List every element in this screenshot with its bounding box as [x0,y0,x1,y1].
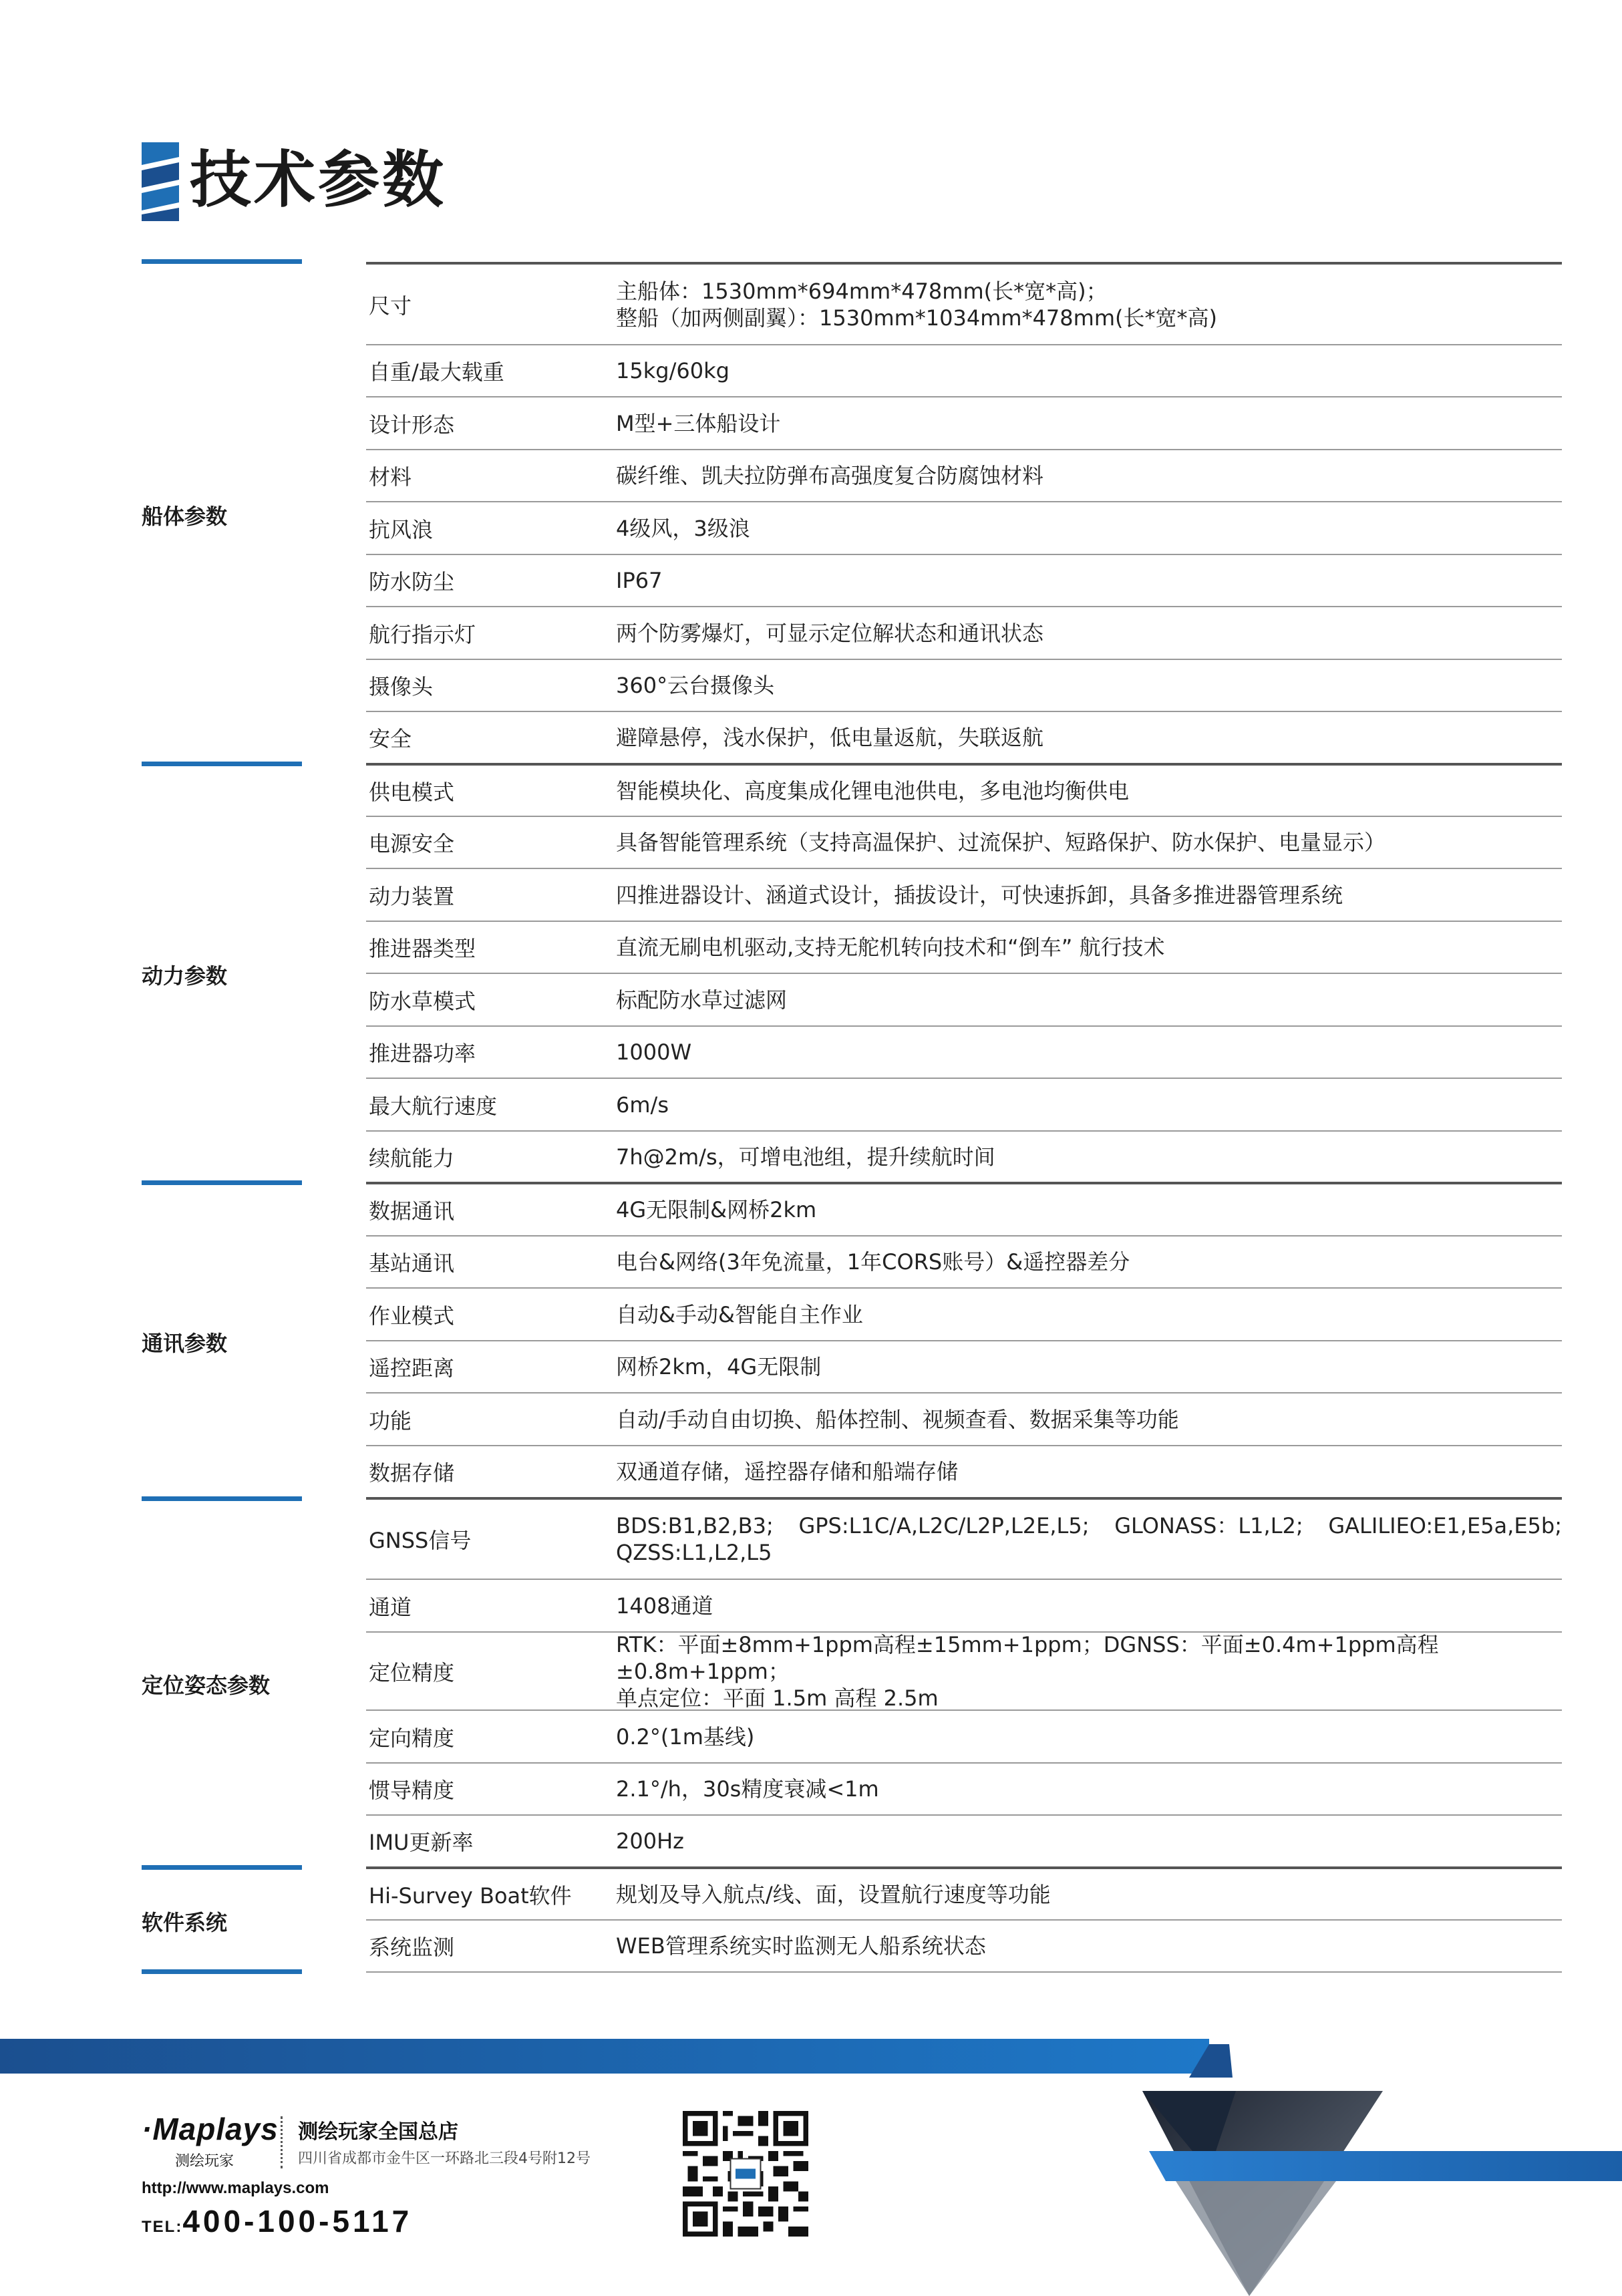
param-value-part: BDS:B1,B2,B3; [616,1513,774,1538]
param-name: 推进器功率 [369,1041,476,1066]
param-value-part: GPS:L1C/A,L2C/L2P,L2E,L5; [798,1513,1090,1538]
param-name: 遥控距离 [369,1355,455,1381]
param-name: IMU更新率 [369,1830,474,1855]
param-name: 安全 [369,726,412,752]
corner-decoration [1136,2044,1622,2296]
param-value: 智能模块化、高度集成化锂电池供电，多电池均衡供电 [616,778,1130,804]
table-row [366,1711,1562,1762]
brand-logo: ·Maplays [142,2112,279,2146]
table-row [366,660,1562,711]
table-row [366,1237,1562,1287]
param-name: 系统监测 [369,1935,455,1960]
param-value: 碳纤维、凯夫拉防弹布高强度复合防腐蚀材料 [616,463,1044,488]
footer-band [0,2039,1209,2074]
table-row [366,869,1562,921]
param-value: M型+三体船设计 [616,410,781,436]
table-row [366,712,1562,763]
table-row [366,1580,1562,1631]
section-label-comm: 通讯参数 [142,1331,228,1356]
param-value: IP67 [616,568,663,593]
table-row [366,397,1562,449]
param-value: 1000W [616,1039,692,1065]
table-row [366,1869,1562,1919]
table-row [366,450,1562,501]
param-value: 1408通道 [616,1593,713,1619]
param-name: 续航能力 [369,1145,455,1171]
param-value: 2.1°/h，30s精度衰减<1m [616,1776,879,1802]
table-row [366,345,1562,396]
param-name: Hi-Survey Boat软件 [369,1882,572,1909]
footer-separator [281,2116,283,2168]
param-value-line: 主船体：1530mm*694mm*478mm(长*宽*高)； [616,278,1108,304]
tel-prefix: TEL: [142,2218,183,2236]
param-value: 15kg/60kg [616,358,729,383]
param-name: 数据通讯 [369,1198,455,1224]
section-bar [142,1865,302,1870]
table-row [366,265,1562,344]
param-value: 直流无刷电机驱动,支持无舵机转向技术和“倒车” 航行技术 [616,935,1165,960]
param-name: 数据存储 [369,1460,455,1486]
section-bar [142,1969,302,1974]
table-row [366,1393,1562,1445]
param-name: 基站通讯 [369,1251,455,1276]
param-value: 避障悬停，浅水保护，低电量返航，失联返航 [616,725,1044,750]
section-label-positioning: 定位姿态参数 [142,1673,271,1698]
param-name: 尺寸 [369,293,412,319]
param-value-part: GLONASS：L1,L2; [1114,1513,1303,1538]
table-row [366,1500,1562,1579]
param-value: 6m/s [616,1092,669,1118]
param-value: 双通道存储，遥控器存储和船端存储 [616,1459,959,1484]
table-row [366,1184,1562,1235]
table-row [366,1079,1562,1130]
param-name: 设计形态 [369,412,455,438]
param-name: 惯导精度 [369,1778,455,1803]
param-value-line: 单点定位：平面 1.5m 高程 2.5m [616,1685,939,1711]
param-value: 自动/手动自由切换、船体控制、视频查看、数据采集等功能 [616,1406,1179,1432]
param-name: 防水防尘 [369,569,455,595]
param-name: 通道 [369,1594,412,1620]
param-name: 最大航行速度 [369,1093,498,1119]
param-name: 摄像头 [369,674,434,699]
param-value-line: 整船（加两侧副翼）：1530mm*1034mm*478mm(长*宽*高) [616,305,1217,331]
param-value: 360°云台摄像头 [616,673,775,698]
param-value: 自动&手动&智能自主作业 [616,1301,863,1327]
table-row [366,766,1562,816]
table-row [366,1921,1562,1971]
param-value-line: RTK：平面±8mm+1ppm高程±15mm+1ppm；DGNSS：平面±0.4m+1ppm高程 ±0.8m+1ppm； [616,1631,1439,1684]
param-name: 推进器类型 [369,936,476,961]
table-row [366,922,1562,973]
param-name: 动力装置 [369,883,455,909]
table-row [366,1764,1562,1814]
table-row [366,1289,1562,1340]
param-value: 电台&网络(3年免流量，1年CORS账号）&遥控器差分 [616,1249,1130,1275]
phone-number[interactable] [142,2203,412,2239]
param-value: 200Hz [616,1828,684,1854]
param-name: 航行指示灯 [369,621,476,647]
param-value: 4G无限制&网桥2km [616,1197,817,1222]
param-value: 4级风，3级浪 [616,515,750,541]
param-value: 两个防雾爆灯，可显示定位解状态和通讯状态 [616,620,1044,646]
table-row [366,502,1562,554]
param-name: 定位精度 [369,1659,455,1685]
table-row [366,817,1562,868]
brand-logo-cn: 测绘玩家 [175,2152,234,2169]
param-name: 作业模式 [369,1303,455,1329]
param-value: 网桥2km，4G无限制 [616,1354,822,1379]
section-label-hull: 船体参数 [142,504,228,529]
param-value: 标配防水草过滤网 [616,987,788,1013]
param-value: 四推进器设计、涵道式设计，插拔设计，可快速拆卸，具备多推进器管理系统 [616,882,1343,908]
page-title: 技术参数 [190,144,447,216]
table-row [366,974,1562,1025]
store-address: 四川省成都市金牛区一环路北三段4号附12号 [298,2150,591,2167]
param-name: 抗风浪 [369,516,434,542]
param-value: 规划及导入航点/线、面，设置航行速度等功能 [616,1881,1051,1907]
table-row [366,1027,1562,1078]
section-bar [142,1180,302,1185]
table-row [366,1132,1562,1182]
table-row [366,607,1562,659]
param-name: 材料 [369,464,412,490]
section-bar [142,259,302,264]
param-value: 0.2°(1m基线) [616,1724,755,1750]
table-divider [366,1971,1562,1973]
store-name: 测绘玩家全国总店 [298,2120,458,2144]
param-name: 定向精度 [369,1725,455,1751]
table-row [366,1341,1562,1392]
website-link[interactable]: http://www.maplays.com [142,2179,329,2197]
param-value: 7h@2m/s，可增电池组，提升续航时间 [616,1144,995,1170]
section-bar [142,1496,302,1501]
table-row [366,1633,1562,1709]
param-name: 自重/最大载重 [369,359,504,385]
title-logo-icon [142,142,179,221]
param-name: GNSS信号 [369,1528,472,1553]
table-row [366,1446,1562,1497]
section-label-power: 动力参数 [142,963,228,989]
param-value-part: GALILIEO:E1,E5a,E5b; [1328,1513,1562,1538]
param-value-line: QZSS:L1,L2,L5 [616,1540,772,1565]
param-name: 防水草模式 [369,988,476,1014]
tel-value: 400-100-5117 [182,2204,413,2239]
param-name: 供电模式 [369,779,455,805]
param-value: 具备智能管理系统（支持高温保护、过流保护、短路保护、防水保护、电量显示） [616,830,1386,855]
param-value: WEB管理系统实时监测无人船系统状态 [616,1933,986,1959]
param-name: 电源安全 [369,831,455,856]
section-label-software: 软件系统 [142,1910,228,1935]
section-bar [142,762,302,766]
table-row [366,555,1562,606]
param-name: 功能 [369,1408,412,1434]
qr-code-icon[interactable] [683,2111,808,2237]
table-row [366,1816,1562,1866]
